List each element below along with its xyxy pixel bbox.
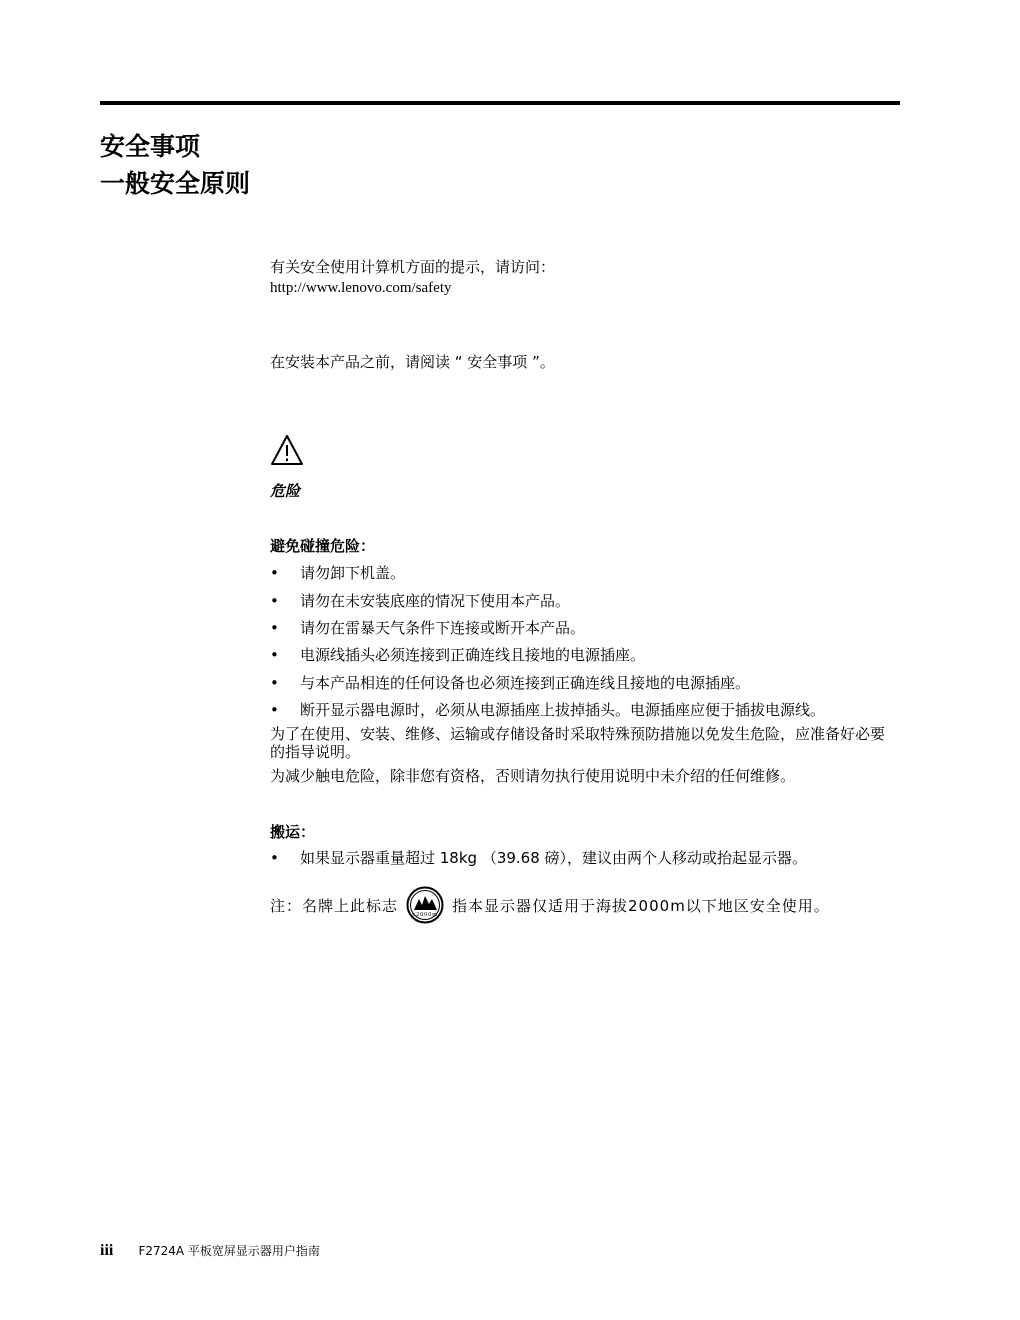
page-number: iii <box>100 1242 114 1259</box>
note-suffix: 指本显示器仅适用于海拔2000m以下地区安全使用。 <box>452 896 830 915</box>
transport-heading: 搬运： <box>270 823 316 841</box>
page-title: 安全事项 <box>100 132 201 161</box>
danger-label: 危险 <box>270 482 301 500</box>
list-item-text: 断开显示器电源时，必须从电源插座上拔掉插头。电源插座应便于插拔电源线。 <box>300 701 826 719</box>
precaution-paragraph: 为了在使用、安装、维修、运输或存储设备时采取特殊预防措施以免发生危险，应准备好必要的指导说明。 <box>270 725 886 761</box>
bullet: • <box>270 701 279 719</box>
altitude-badge-text: ≤2000m <box>412 912 438 918</box>
bullet: • <box>270 646 279 664</box>
read-safety-notice: 在安装本产品之前，请阅读 “ 安全事项 ”。 <box>270 353 555 371</box>
list-item-text: 请勿卸下机盖。 <box>300 564 406 582</box>
safety-url-link[interactable]: http://www.lenovo.com/safety <box>270 280 452 296</box>
altitude-note <box>270 885 830 925</box>
page-footer <box>100 1240 320 1260</box>
list-item-text: 电源线插头必须连接到正确连线且接地的电源插座。 <box>300 646 646 664</box>
list-item-text: 如果显示器重量超过 18kg （39.68 磅），建议由两个人移动或抬起显示器。 <box>300 849 808 867</box>
list-item <box>270 563 900 583</box>
shock-warning-paragraph: 为减少触电危险，除非您有资格，否则请勿执行使用说明中未介绍的任何维修。 <box>270 767 796 785</box>
document-title: F2724A 平板宽屏显示器用户指南 <box>138 1244 320 1258</box>
section-title: 一般安全原则 <box>100 169 251 198</box>
list-item <box>270 673 900 693</box>
bullet: • <box>270 849 279 867</box>
list-item-text: 与本产品相连的任何设备也必须连接到正确连线且接地的电源插座。 <box>300 674 751 692</box>
warning-triangle-icon <box>270 434 304 466</box>
intro-line: 有关安全使用计算机方面的提示，请访问： <box>270 258 556 276</box>
bullet: • <box>270 592 279 610</box>
bullet: • <box>270 619 279 637</box>
note-prefix: 注：名牌上此标志 <box>270 896 399 915</box>
list-item-text: 请勿在未安装底座的情况下使用本产品。 <box>300 592 571 610</box>
main-content <box>270 0 900 1320</box>
bullet: • <box>270 674 279 692</box>
list-item <box>270 645 900 665</box>
list-item <box>270 700 900 720</box>
list-item <box>270 591 900 611</box>
list-item <box>270 618 900 638</box>
list-item-text: 请勿在雷暴天气条件下连接或断开本产品。 <box>300 619 586 637</box>
list-item <box>270 848 900 868</box>
altitude-mountain-icon <box>406 886 444 924</box>
bullet: • <box>270 564 279 582</box>
collision-heading: 避免碰撞危险： <box>270 537 376 555</box>
